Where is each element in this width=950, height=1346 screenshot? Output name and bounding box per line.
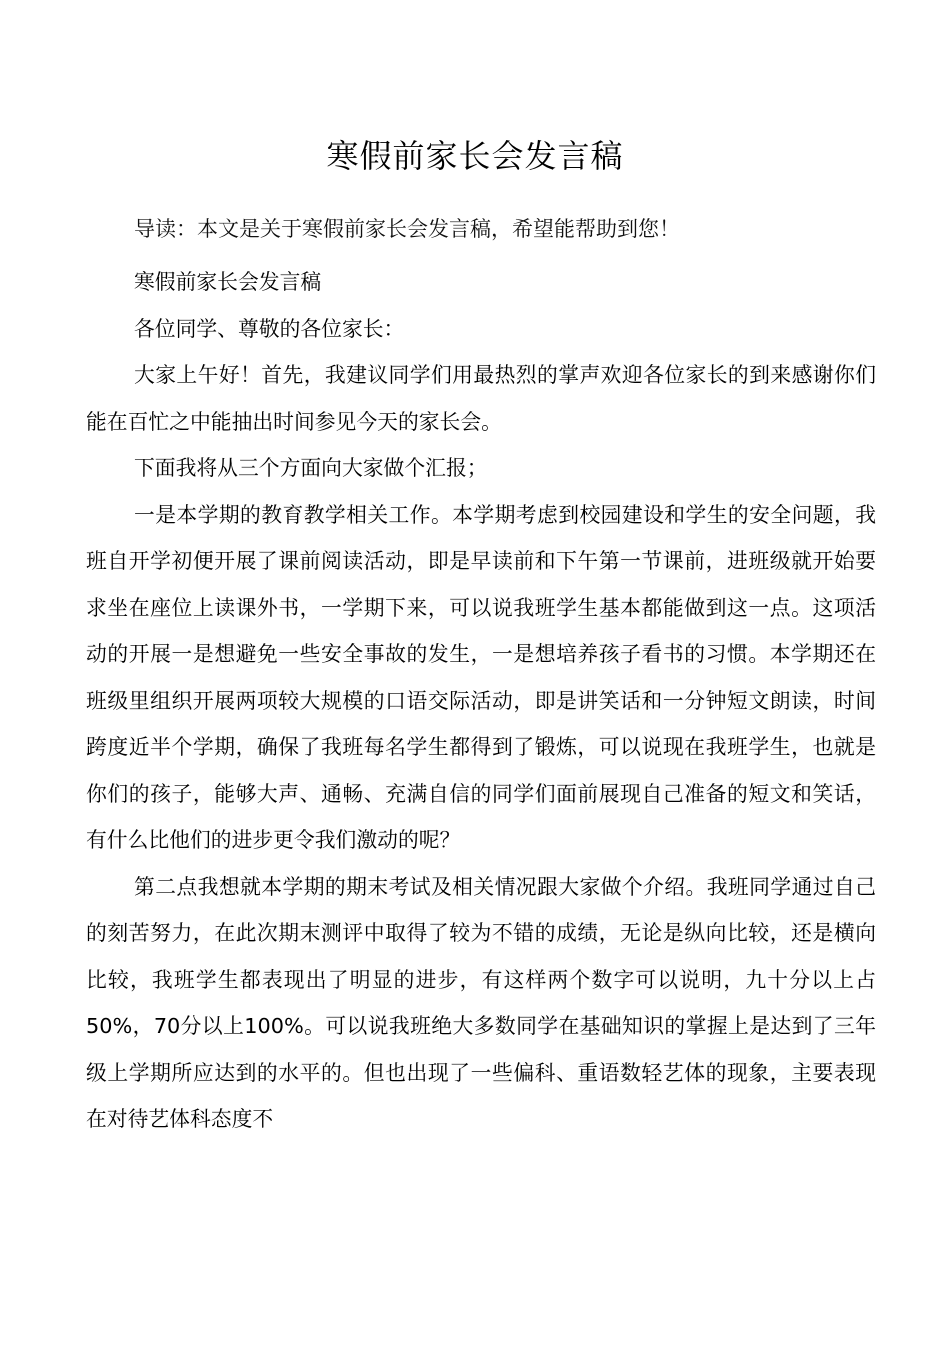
document-body <box>86 259 876 1143</box>
paragraph-point-one: 一是本学期的教育教学相关工作。本学期考虑到校园建设和学生的安全问题，我班自开学初便开展了课前阅读活动，即是早读前和下午第一节课前，进班级就开始要求坐在座位上读课外书，一学期下来，可以说我班学生基本都能做到这一点。这项活动的开展一是想避免一些安全事故的发生，一是想培养孩子看书的习惯。本学期还在班级里组织开展两项较大规模的口语交际活动，即是讲笑话和一分钟短文朗读，时间跨度近半个学期，确保了我班每名学生都得到了锻炼，可以说现在我班学生，也就是你们的孩子，能够大声、通畅、充满自信的同学们面前展现自己准备的短文和笑话，有什么比他们的进步更令我们激动的呢？ <box>86 502 876 852</box>
intro-line: 导读：本文是关于寒假前家长会发言稿，希望能帮助到您！ <box>134 217 680 241</box>
paragraph-point-two: 第二点我想就本学期的期末考试及相关情况跟大家做个介绍。我班同学通过自己的刻苦努力，在此次期末测评中取得了较为不错的成绩，无论是纵向比较，还是横向比较，我班学生都表现出了明显的进步，有这样两个数字可以说明，九十分以上占50%，70分以上100%。可以说我班绝大多数同学在基础知识的掌握上是达到了三年级上学期所应达到的水平的。但也出现了一些偏科、重语数轻艺体的现象，主要表现在对待艺体科态度不 <box>86 874 876 1131</box>
paragraph-welcome: 大家上午好！首先，我建议同学们用最热烈的掌声欢迎各位家长的到来感谢你们能在百忙之中能抽出时间参见今天的家长会。 <box>86 363 876 434</box>
paragraph-outline: 下面我将从三个方面向大家做个汇报； <box>134 456 488 480</box>
document-title: 寒假前家长会发言稿 <box>326 137 624 175</box>
paragraph-greeting: 各位同学、尊敬的各位家长： <box>134 316 405 341</box>
paragraph-heading: 寒假前家长会发言稿 <box>134 270 322 294</box>
